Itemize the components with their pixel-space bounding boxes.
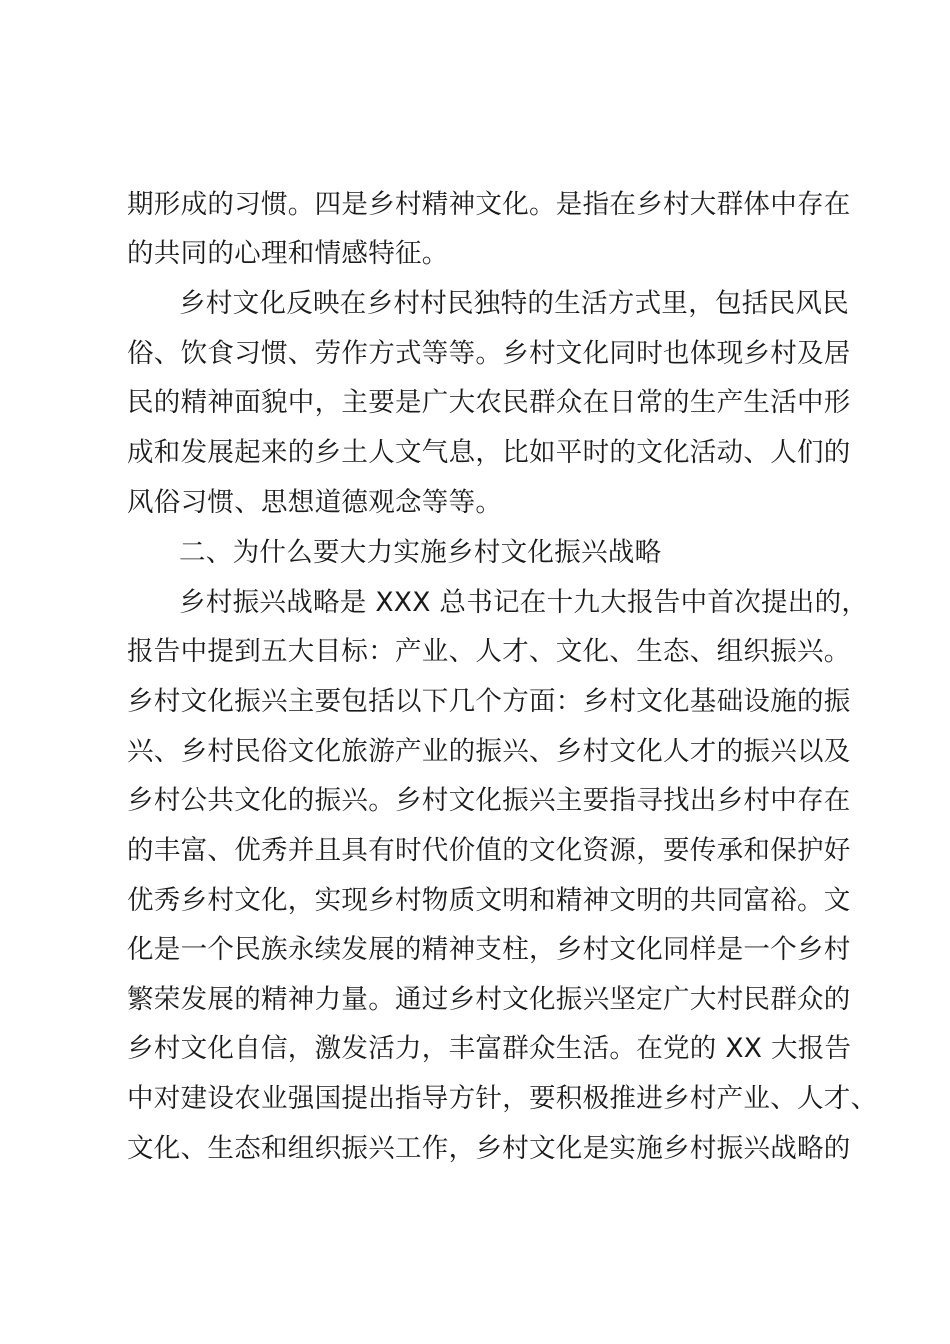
paragraph-line: 民的精神面貌中，主要是广大农民群众在日常的生产生活中形: [127, 387, 851, 418]
paragraph-line: 优秀乡村文化，实现乡村物质文明和精神文明的共同富裕。文: [127, 885, 851, 916]
paragraph-line: 成和发展起来的乡土人文气息，比如平时的文化活动、人们的: [127, 437, 851, 468]
paragraph-line: 化是一个民族永续发展的精神支柱，乡村文化同样是一个乡村: [127, 934, 851, 965]
section-heading: 二、为什么要大力实施乡村文化振兴战略: [179, 537, 662, 568]
paragraph-line: 繁荣发展的精神力量。通过乡村文化振兴坚定广大村民群众的: [127, 984, 851, 1015]
paragraph-line: 乡村文化自信，激发活力，丰富群众生活。在党的 XX 大报告: [127, 1033, 852, 1064]
paragraph-line: 报告中提到五大目标：产业、人才、文化、生态、组织振兴。: [127, 636, 851, 667]
paragraph-line: 乡村公共文化的振兴。乡村文化振兴主要指寻找出乡村中存在: [127, 785, 851, 816]
paragraph-line: 文化、生态和组织振兴工作，乡村文化是实施乡村振兴战略的: [127, 1133, 851, 1164]
paragraph-line: 乡村文化反映在乡村村民独特的生活方式里，包括民风民: [179, 288, 849, 319]
paragraph-line: 乡村文化振兴主要包括以下几个方面：乡村文化基础设施的振: [127, 686, 851, 717]
paragraph-line: 俗、饮食习惯、劳作方式等等。乡村文化同时也体现乡村及居: [127, 338, 851, 369]
paragraph-line: 风俗习惯、思想道德观念等等。: [127, 487, 503, 518]
paragraph-line: 的共同的心理和情感特征。: [127, 238, 449, 269]
paragraph-line: 乡村振兴战略是 XXX 总书记在十九大报告中首次提出的，: [179, 587, 869, 618]
paragraph-line: 中对建设农业强国提出指导方针，要积极推进乡村产业、人才、: [127, 1083, 878, 1114]
paragraph-line: 期形成的习惯。四是乡村精神文化。是指在乡村大群体中存在: [127, 189, 851, 220]
paragraph-line: 兴、乡村民俗文化旅游产业的振兴、乡村文化人才的振兴以及: [127, 736, 851, 767]
paragraph-line: 的丰富、优秀并且具有时代价值的文化资源，要传承和保护好: [127, 835, 851, 866]
